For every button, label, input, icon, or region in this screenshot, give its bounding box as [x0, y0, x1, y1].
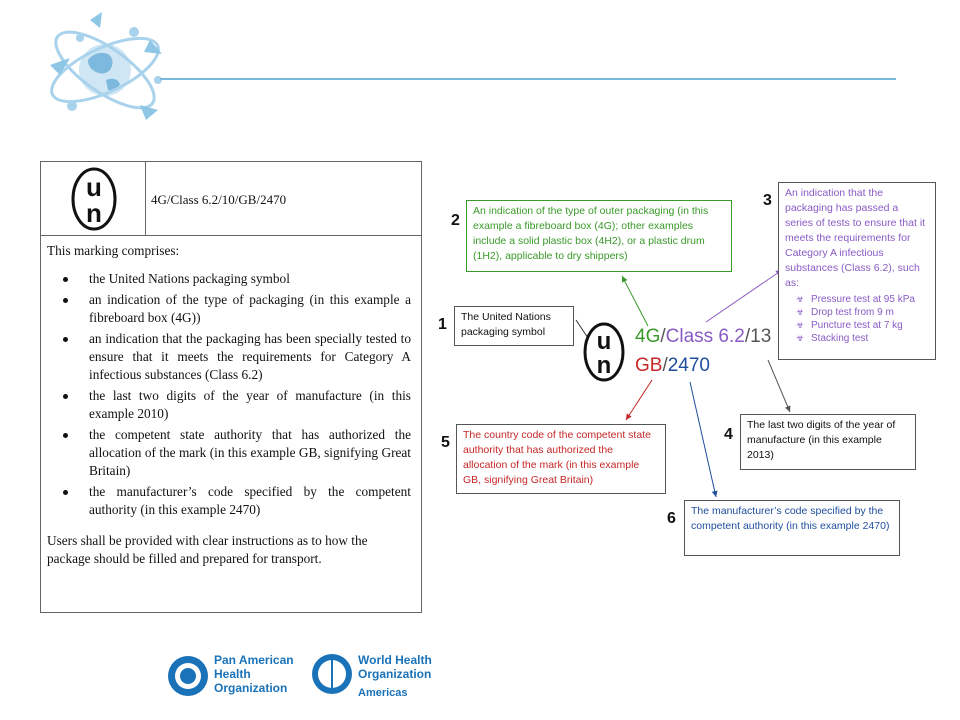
- callout-6: [684, 500, 900, 556]
- callout-3: [778, 182, 936, 360]
- paho-name-line2: Health: [214, 667, 251, 681]
- mark-packaging: 4G: [635, 326, 661, 347]
- bullet-text: the last two digits of the year of manufacture (in this example 2010): [89, 388, 411, 421]
- mark-country: GB: [635, 355, 663, 376]
- callout-3-number: 3: [763, 192, 772, 209]
- footer-logos: [166, 648, 446, 704]
- callout-5: [456, 424, 666, 494]
- list-item: [785, 306, 929, 319]
- callout-5-number: 5: [441, 434, 450, 451]
- mark-class: Class 6.2: [665, 326, 745, 347]
- biohazard-icon: ☣: [796, 294, 805, 304]
- callout-2-text: An indication of the type of outer packaging (in this example a fibreboard box (4G); other examples include a solid plastic box (4H2), or a plastic drum (1H2), applicable to dry shippers): [473, 205, 709, 262]
- arrow-6: [690, 382, 716, 497]
- test-text: Puncture test at 7 kg: [811, 320, 903, 331]
- who-name-line1: World Health: [358, 653, 432, 667]
- list-item: [785, 319, 929, 332]
- callout-4: [740, 414, 916, 470]
- bullet-text: the competent state authority that has authorized the allocation of the mark (in this example GB, signifying Great Britain): [89, 427, 411, 478]
- test-text: Stacking test: [811, 333, 869, 344]
- biohazard-icon: ☣: [796, 333, 805, 343]
- bullet-text: the manufacturer’s code specified by the competent authority (in this example 2470): [89, 484, 411, 517]
- marking-closing: Users shall be provided with clear instructions as to how the package should be filled and prepared for transport.: [47, 533, 368, 566]
- callout-5-text: The country code of the competent state authority that has authorized the allocation of the mark (in this example GB, signifying Great Britain): [463, 429, 651, 486]
- paho-name-line3: Organization: [214, 681, 288, 695]
- mark-manufacturer: 2470: [667, 355, 711, 376]
- callout-3-text: An indication that the packaging has passed a series of tests to ensure that it meets the requirements for Category A infectious substances (Class 6.2), such as:: [785, 187, 926, 289]
- callout-1-number: 1: [438, 316, 447, 333]
- callout-2: [466, 200, 732, 272]
- mark-sep: /: [662, 355, 668, 376]
- marking-intro: This marking comprises:: [47, 243, 180, 258]
- mark-year: 13: [750, 326, 772, 347]
- marking-code: 4G/Class 6.2/10/GB/2470: [151, 192, 287, 207]
- who-name-line2: Organization: [358, 667, 432, 681]
- callout-2-number: 2: [451, 212, 460, 229]
- test-list: [785, 293, 929, 345]
- arrow-3: [706, 270, 782, 322]
- un-mark-top: u: [596, 328, 612, 355]
- callout-1-text: The United Nations packaging symbol: [461, 311, 551, 338]
- list-item: [785, 332, 929, 345]
- test-text: Drop test from 9 m: [811, 307, 894, 318]
- bullet-text: an indication that the packaging has been specially tested to ensure that it meets the requirements for Category A infectious substances (Class 6.2): [89, 331, 411, 382]
- who-name-line3: Americas: [358, 687, 408, 699]
- un-marking-example: [583, 322, 773, 382]
- callout-6-number: 6: [667, 510, 676, 527]
- mark-sep: /: [744, 326, 751, 347]
- arrow-2: [622, 276, 648, 326]
- callout-6-text: The manufacturer’s code specified by the competent authority (in this example 2470): [691, 505, 890, 532]
- biohazard-icon: ☣: [796, 307, 805, 317]
- bullet-text: the United Nations packaging symbol: [89, 271, 290, 286]
- mark-line-2: [635, 355, 710, 377]
- un-symbol-top: u: [86, 172, 102, 202]
- un-mark-bottom: n: [596, 352, 612, 379]
- callout-4-number: 4: [724, 426, 733, 443]
- arrow-5: [626, 380, 652, 420]
- bullet-text: an indication of the type of packaging (in this example a fibreboard box (4G)): [89, 292, 411, 325]
- mark-line-1: [635, 326, 771, 348]
- un-packaging-symbol-icon: [583, 322, 625, 382]
- list-item: [785, 293, 929, 306]
- callout-4-text: The last two digits of the year of manufacture (in this example 2013): [747, 419, 896, 461]
- paho-name-line1: Pan American: [214, 653, 294, 667]
- callout-1: [454, 306, 574, 346]
- mark-sep: /: [660, 326, 666, 347]
- biohazard-icon: ☣: [796, 320, 805, 330]
- test-text: Pressure test at 95 kPa: [811, 294, 915, 305]
- un-symbol-bottom: n: [86, 198, 102, 228]
